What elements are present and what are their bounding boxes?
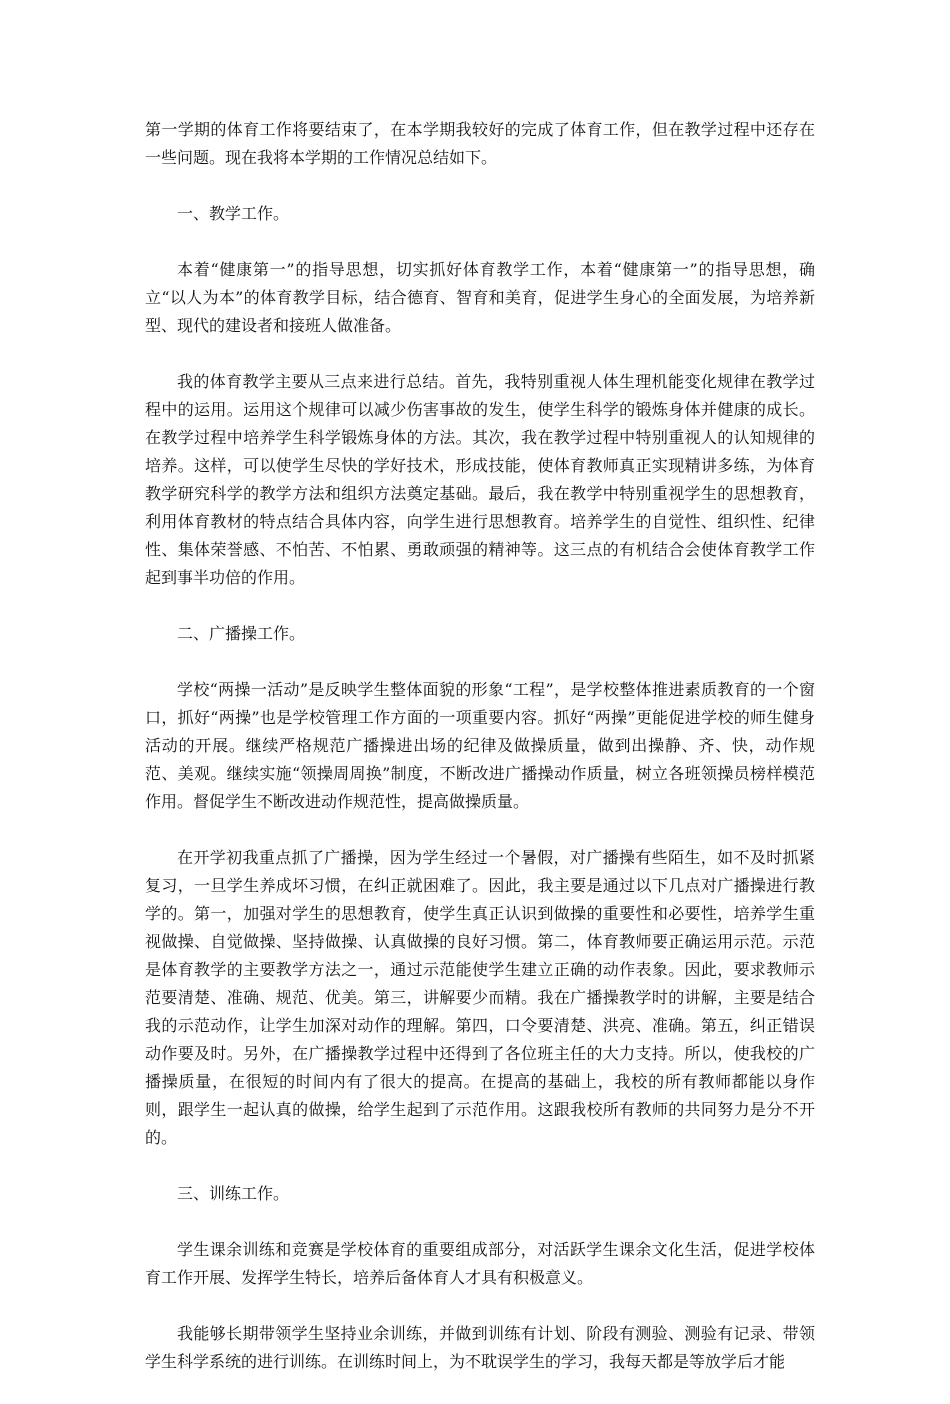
document-body	[145, 116, 815, 1404]
paragraph-teaching-summary: 我的体育教学主要从三点来进行总结。首先，我特别重视人体生理机能变化规律在教学过程中的运用。运用这个规律可以减少伤害事故的发生，使学生科学的锻炼身体并健康的成长。在教学过程中培养学生科学锻炼身体的方法。其次，我在教学过程中特别重视人的认知规律的培养。这样，可以使学生尽快的学好技术，形成技能，使体育教师真正实现精讲多练，为体育教学研究科学的教学方法和组织方法奠定基础。最后，我在教学中特别重视学生的思想教育，利用体育教材的特点结合具体内容，向学生进行思想教育。培养学生的自觉性、组织性、纪律性、集体荣誉感、不怕苦、不怕累、勇敢顽强的精神等。这三点的有机结合会使体育教学工作起到事半功倍的作用。	[145, 372, 815, 587]
section-heading-teaching: 一、教学工作。	[177, 204, 290, 223]
intro-paragraph: 第一学期的体育工作将要结束了，在本学期我较好的完成了体育工作，但在教学过程中还存在一些问题。现在我将本学期的工作情况总结如下。	[145, 120, 815, 167]
paragraph-training-practice: 我能够长期带领学生坚持业余训练，并做到训练有计划、阶段有测验、测验有记录、带领学生科学系统的进行训练。在训练时间上，为不耽误学生的学习，我每天都是等放学后才能	[145, 1324, 815, 1371]
section-heading-training: 三、训练工作。	[177, 1184, 290, 1203]
section-heading-broadcast-exercise: 二、广播操工作。	[177, 624, 306, 643]
paragraph-teaching-guideline: 本着“健康第一”的指导思想，切实抓好体育教学工作，本着“健康第一”的指导思想，确立“以人为本”的体育教学目标，结合德育、智育和美育，促进学生身心的全面发展，为培养新型、现代的建设者和接班人做准备。	[145, 260, 815, 335]
paragraph-broadcast-teaching: 在开学初我重点抓了广播操，因为学生经过一个暑假，对广播操有些陌生，如不及时抓紧复习，一旦学生养成坏习惯，在纠正就困难了。因此，我主要是通过以下几点对广播操进行教学的。第一，加强对学生的思想教育，使学生真正认识到做操的重要性和必要性，培养学生重视做操、自觉做操、坚持做操、认真做操的良好习惯。第二，体育教师要正确运用示范。示范是体育教学的主要教学方法之一，通过示范能使学生建立正确的动作表象。因此，要求教师示范要清楚、准确、规范、优美。第三，讲解要少而精。我在广播操教学时的讲解，主要是结合我的示范动作，让学生加深对动作的理解。第四，口令要清楚、洪亮、准确。第五，纠正错误动作要及时。另外，在广播操教学过程中还得到了各位班主任的大力支持。所以，使我校的广播操质量，在很短的时间内有了很大的提高。在提高的基础上，我校的所有教师都能以身作则，跟学生一起认真的做操，给学生起到了示范作用。这跟我校所有教师的共同努力是分不开的。	[145, 848, 815, 1147]
paragraph-two-exercises: 学校“两操一活动”是反映学生整体面貌的形象“工程”，是学校整体推进素质教育的一个窗口，抓好“两操”也是学校管理工作方面的一项重要内容。抓好“两操”更能促进学校的师生健身活动的开展。继续严格规范广播操进出场的纪律及做操质量，做到出操静、齐、快，动作规范、美观。继续实施“领操周周换”制度，不断改进广播操动作质量，树立各班领操员榜样模范作用。督促学生不断改进动作规范性，提高做操质量。	[145, 680, 815, 811]
paragraph-training-importance: 学生课余训练和竞赛是学校体育的重要组成部分，对活跃学生课余文化生活，促进学校体育工作开展、发挥学生特长，培养后备体育人才具有积极意义。	[145, 1240, 815, 1287]
